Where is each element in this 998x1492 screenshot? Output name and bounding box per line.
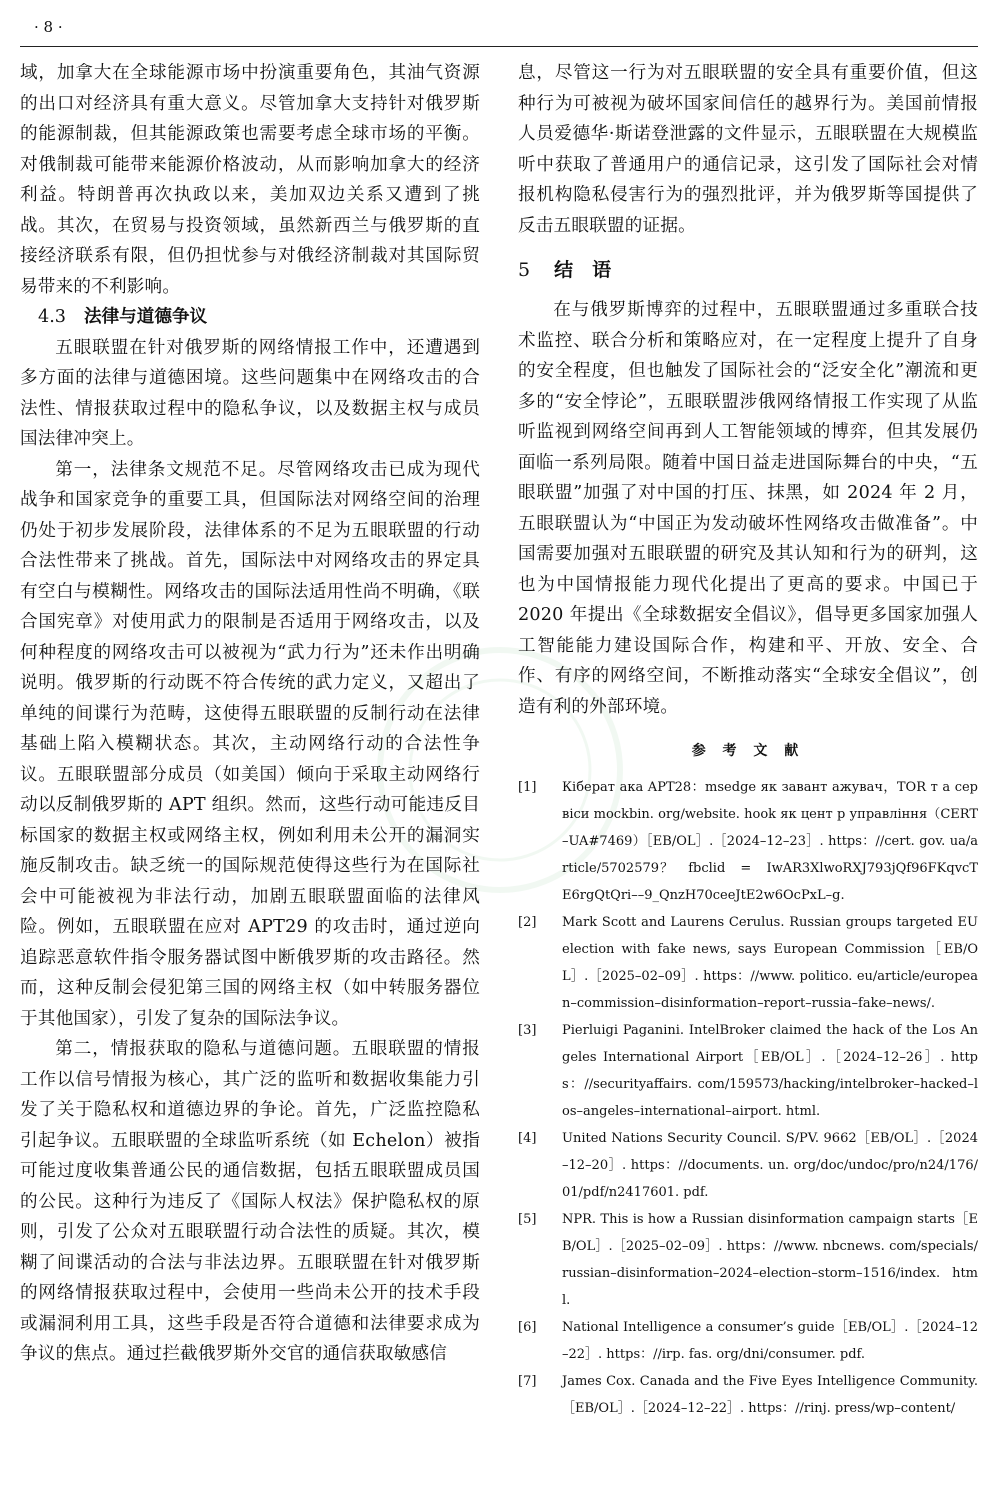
reference-number: [2] xyxy=(518,915,537,930)
reference-number: [7] xyxy=(518,1374,537,1389)
paragraph: 在与俄罗斯博弈的过程中，五眼联盟通过多重联合技术监控、联合分析和策略应对，在一定程度上提升了自身的安全程度，但也触发了国际社会的“泛安全化”潮流和更多的“安全悖论”，五眼联盟涉俄网络情报工作实现了从监听监视到网络空间再到人工智能领域的博弈，但其发展仍面临一系列局限。随着中国日益走进国际舞台的中央，“五眼联盟”加强了对中国的打压、抹黑，如 2024 年 2 月，五眼联盟认为“中国正为发动破坏性网络攻击做准备”。中国需要加强对五眼联盟的研究及其认知和行为的研判，这也为中国情报能力现代化提出了更高的要求。中国已于 2020 年提出《全球数据安全倡议》，倡导更多国家加强人工智能能力建设国际合作，构建和平、开放、安全、合作、有序的网络空间，不断推动落实“全球安全倡议”，创造有利的外部环境。 xyxy=(518,300,978,717)
reference-text: NPR. This is how a Russian disinformation campaign starts［EB/OL］.［2025–02–09］. https：//www. nbcnews. com/specials/russian–disinformation–2024–election–storm–1516/index. html. xyxy=(562,1212,978,1308)
paragraph: 域，加拿大在全球能源市场中扮演重要角色，其油气资源的出口对经济具有重大意义。尽管加拿大支持针对俄罗斯的能源制裁，但其能源政策也需要考虑全球市场的平衡。对俄制裁可能带来能源价格波动，从而影响加拿大的经济利益。特朗普再次执政以来，美加双边关系又遭到了挑战。其次，在贸易与投资领域，虽然新西兰与俄罗斯的直接经济联系有限，但仍担忧参与对俄经济制裁对其国际贸易带来的不利影响。 xyxy=(20,63,480,297)
right-column xyxy=(518,58,978,1422)
subsection-heading xyxy=(20,302,480,333)
reference-number: [5] xyxy=(518,1212,537,1227)
subsection-title: 法律与道德争议 xyxy=(83,307,208,327)
page-header xyxy=(20,0,978,47)
reference-item xyxy=(518,1125,978,1206)
paragraph: 息，尽管这一行为对五眼联盟的安全具有重要价值，但这种行为可被视为破坏国家间信任的越界行为。美国前情报人员爱德华·斯诺登泄露的文件显示，五眼联盟在大规模监听中获取了普通用户的通信记录，这引发了国际社会对情报机构隐私侵害行为的强烈批评，并为俄罗斯等国提供了反击五眼联盟的证据。 xyxy=(518,63,978,236)
reference-item xyxy=(518,1206,978,1314)
reference-number: [1] xyxy=(518,780,537,795)
paragraph: 第一，法律条文规范不足。尽管网络攻击已成为现代战争和国家竞争的重要工具，但国际法对网络空间的治理仍处于初步发展阶段，法律体系的不足为五眼联盟的行动合法性带来了挑战。首先，国际法中对网络攻击的界定具有空白与模糊性。网络攻击的国际法适用性尚不明确，《联合国宪章》对使用武力的限制是否适用于网络攻击，以及何种程度的网络攻击可以被视为“武力行为”还未作出明确说明。俄罗斯的行动既不符合传统的武力定义，又超出了单纯的间谍行为范畴，这使得五眼联盟的反制行动在法律基础上陷入模糊状态。其次，主动网络行动的合法性争议。五眼联盟部分成员（如美国）倾向于采取主动网络行动以反制俄罗斯的 APT 组织。然而，这些行动可能违反目标国家的数据主权或网络主权，例如利用未公开的漏洞实施反制攻击。缺乏统一的国际规范使得这些行为在国际社会中可能被视为非法行动，加剧五眼联盟面临的法律风险。例如，五眼联盟在应对 APT29 的攻击时，通过逆向追踪恶意软件指令服务器试图中断俄罗斯的攻击路径。然而，这种反制会侵犯第三国的网络主权（如中转服务器位于其他国家），引发了复杂的国际法争议。 xyxy=(20,459,480,1029)
reference-text: National Intelligence a consumer’s guide［EB/OL］.［2024–12–22］. https：//irp. fas. org/dni/consumer. pdf. xyxy=(562,1320,978,1362)
reference-item xyxy=(518,1017,978,1125)
section-number: 5 xyxy=(518,259,531,281)
section-title: 结 语 xyxy=(554,259,612,281)
reference-number: [3] xyxy=(518,1023,537,1038)
paragraph: 第二，情报获取的隐私与道德问题。五眼联盟的情报工作以信号情报为核心，其广泛的监听和数据收集能力引发了关于隐私权和道德边界的争论。首先，广泛监控隐私引起争议。五眼联盟的全球监听系统（如 Echelon）被指可能过度收集普通公民的通信数据，包括五眼联盟成员国的公民。这种行为违反了《国际人权法》保护隐私权的原则，引发了公众对五眼联盟行动合法性的质疑。其次，模糊了间谍活动的合法与非法边界。五眼联盟在针对俄罗斯的网络情报获取过程中，会使用一些尚未公开的技术手段或漏洞利用工具，这些手段是否符合道德和法律要求成为争议的焦点。通过拦截俄罗斯外交官的通信获取敏感信 xyxy=(20,1039,480,1364)
reference-text: Mark Scott and Laurens Cerulus. Russian groups targeted EU election with fake news, says European Commission［EB/OL］.［2025–02–09］. https：//www. politico. eu/article/european–commission–disinformation–report–russia–fake–news/. xyxy=(562,915,978,1011)
reference-item xyxy=(518,909,978,1017)
paragraph: 五眼联盟在针对俄罗斯的网络情报工作中，还遭遇到多方面的法律与道德困境。这些问题集中在网络攻击的合法性、情报获取过程中的隐私争议，以及数据主权与成员国法律冲突上。 xyxy=(20,337,480,449)
left-column xyxy=(20,58,480,1370)
reference-text: Pierluigi Paganini. IntelBroker claimed the hack of the Los Angeles International Airport［EB/OL］.［2024–12–26］. https：//securityaffairs. com/159573/hacking/intelbroker–hacked–los–angeles–international–airport. html. xyxy=(562,1023,978,1119)
section-heading xyxy=(518,255,978,285)
references-title: 参 考 文 献 xyxy=(691,743,805,759)
reference-text: James Cox. Canada and the Five Eyes Intelligence Community.［EB/OL］.［2024–12–22］. https：//rinj. press/wp–content/ xyxy=(562,1374,978,1416)
reference-text: United Nations Security Council. S/PV. 9662［EB/OL］.［2024–12–20］. https：//documents. un. org/doc/undoc/pro/n24/176/01/pdf/n2417601. pdf. xyxy=(562,1131,978,1200)
reference-number: [4] xyxy=(518,1131,537,1146)
page-number: · 8 · xyxy=(34,18,63,36)
reference-number: [6] xyxy=(518,1320,537,1335)
reference-item xyxy=(518,1368,978,1422)
reference-item xyxy=(518,774,978,909)
reference-text: Кіберат ака APT28：msedge як завант ажувач，TOR т а сервіси mockbin. org/website. hook як цент р управління（CERT–UA#7469）［EB/OL］.［2024–12–23］. https：//cert. gov. ua/article/5702579？ fbclid = IwAR3XlwoRXJ793jQf96FKqvcTE6rgQtQri––9_QnzH70ceeJtE2w6OcPxL–g. xyxy=(562,780,978,903)
reference-item xyxy=(518,1314,978,1368)
subsection-number: 4.3 xyxy=(38,307,66,327)
reference-list xyxy=(518,774,978,1422)
